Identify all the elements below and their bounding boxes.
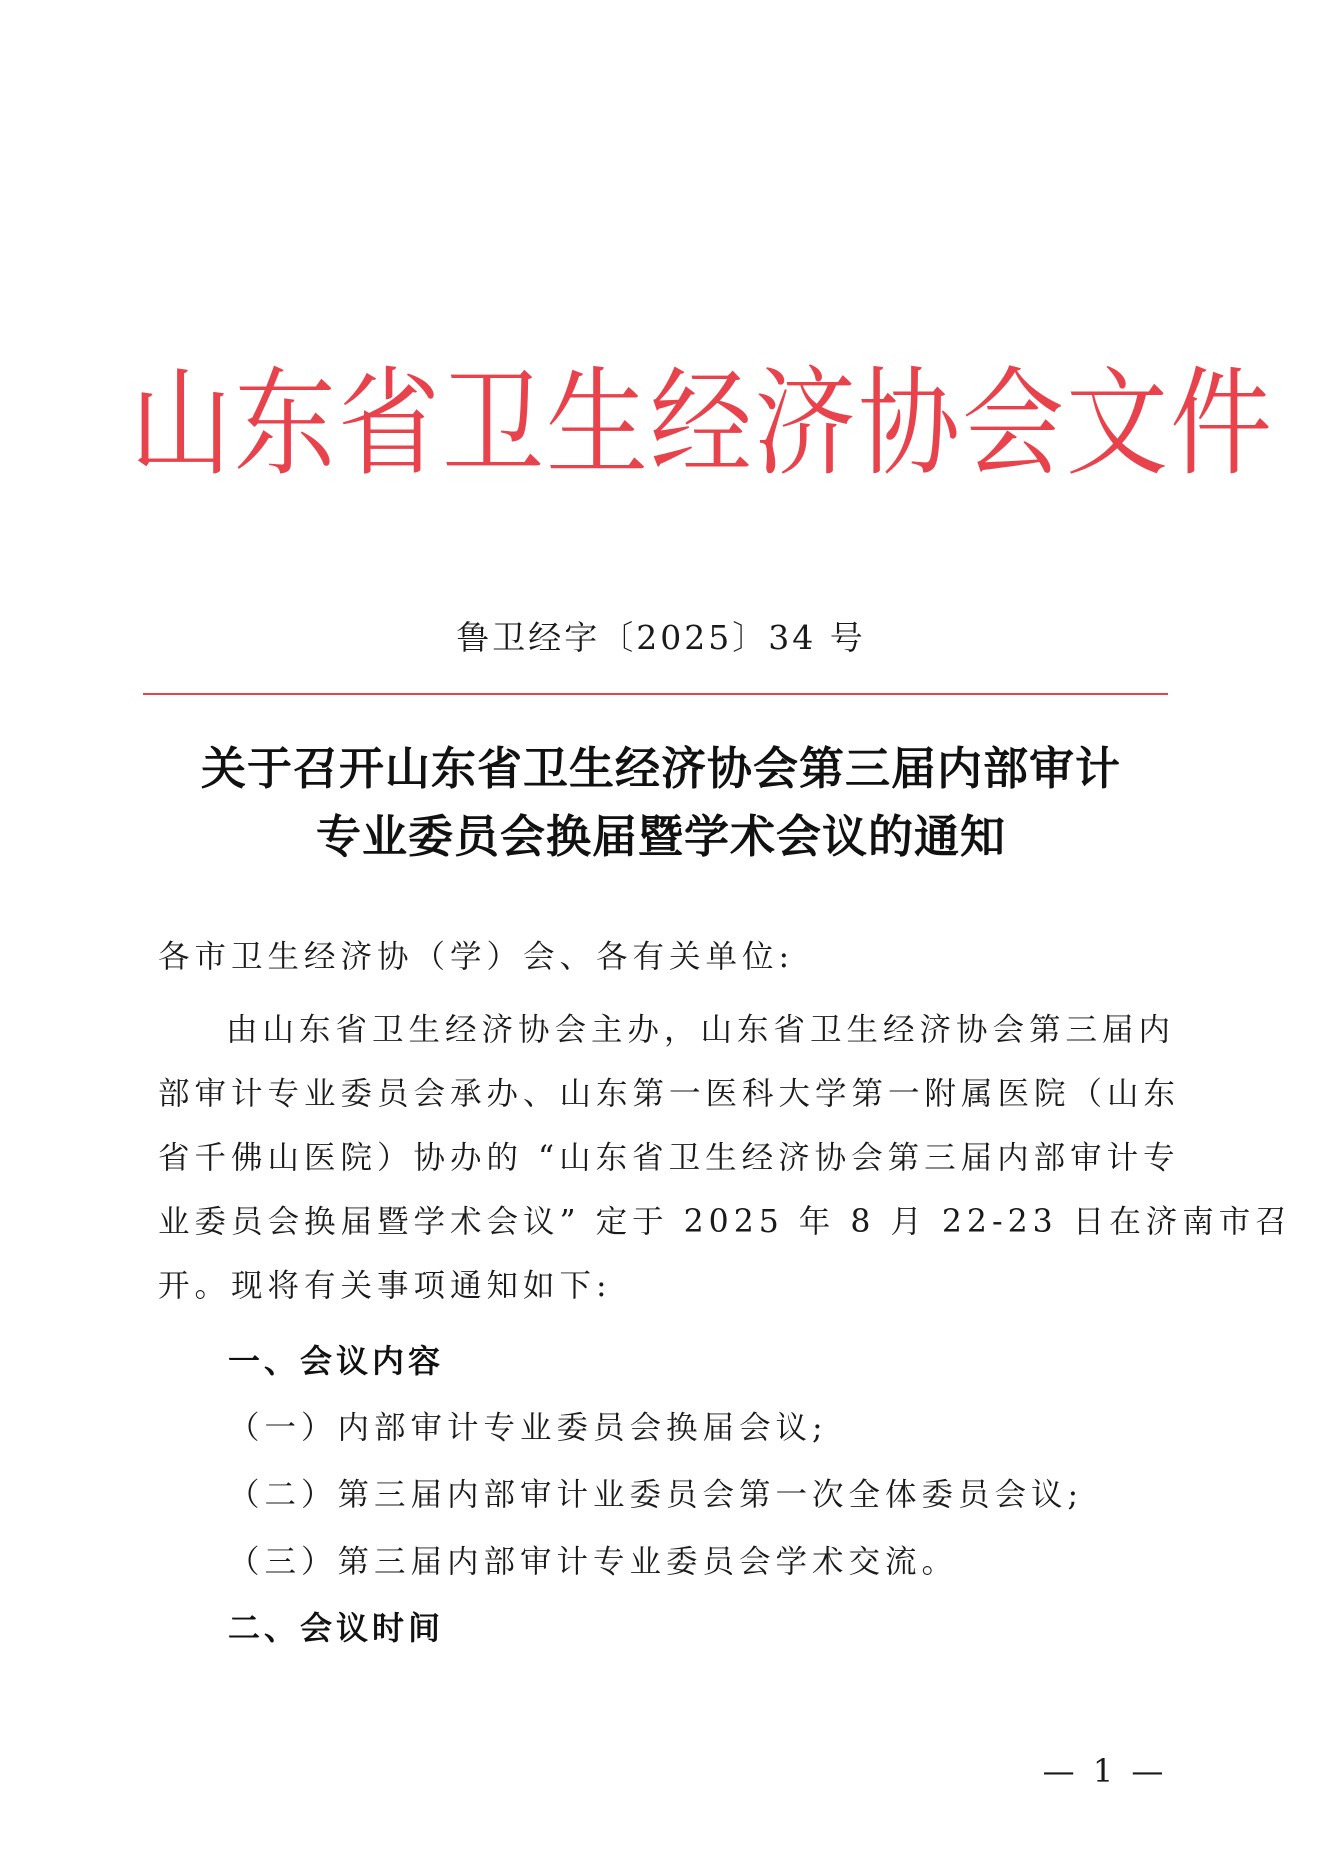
document-number: 鲁卫经字〔2025〕34 号 — [456, 618, 866, 657]
list-item: （一）内部审计专业委员会换届会议; — [228, 1410, 828, 1446]
paragraph-line: 由山东省卫生经济协会主办，山东省卫生经济协会第三届内 — [226, 1012, 1176, 1048]
intro-paragraph — [158, 998, 1292, 1318]
paragraph-line: 部审计专业委员会承办、山东第一医科大学第一附属医院（山东 — [158, 1076, 1181, 1112]
section-heading-meeting-content: 一、会议内容 — [228, 1342, 445, 1380]
salutation: 各市卫生经济协（学）会、各有关单位: — [158, 939, 795, 975]
paragraph-line: 业委员会换届暨学术会议” 定于 2025 年 8 月 22-23 日在济南市召 — [158, 1204, 1292, 1240]
paragraph-line: 省千佛山医院）协办的 “山东省卫生经济协会第三届内部审计专 — [158, 1140, 1180, 1176]
list-item: （三）第三届内部审计专业委员会学术交流。 — [228, 1544, 959, 1580]
notice-title-line-1: 关于召开山东省卫生经济协会第三届内部审计 — [200, 742, 1121, 795]
section-heading-meeting-time: 二、会议时间 — [228, 1609, 445, 1647]
paragraph-line: 开。现将有关事项通知如下: — [158, 1268, 612, 1304]
list-item: （二）第三届内部审计业委员会第一次全体委员会议; — [228, 1477, 1084, 1513]
notice-title-line-2: 专业委员会换届暨学术会议的通知 — [315, 810, 1006, 863]
masthead-title: 山东省卫生经济协会文件 — [130, 356, 1274, 493]
notice-title — [130, 735, 1192, 871]
page-number: — 1 — — [1042, 1752, 1168, 1790]
red-divider-line — [143, 693, 1168, 695]
